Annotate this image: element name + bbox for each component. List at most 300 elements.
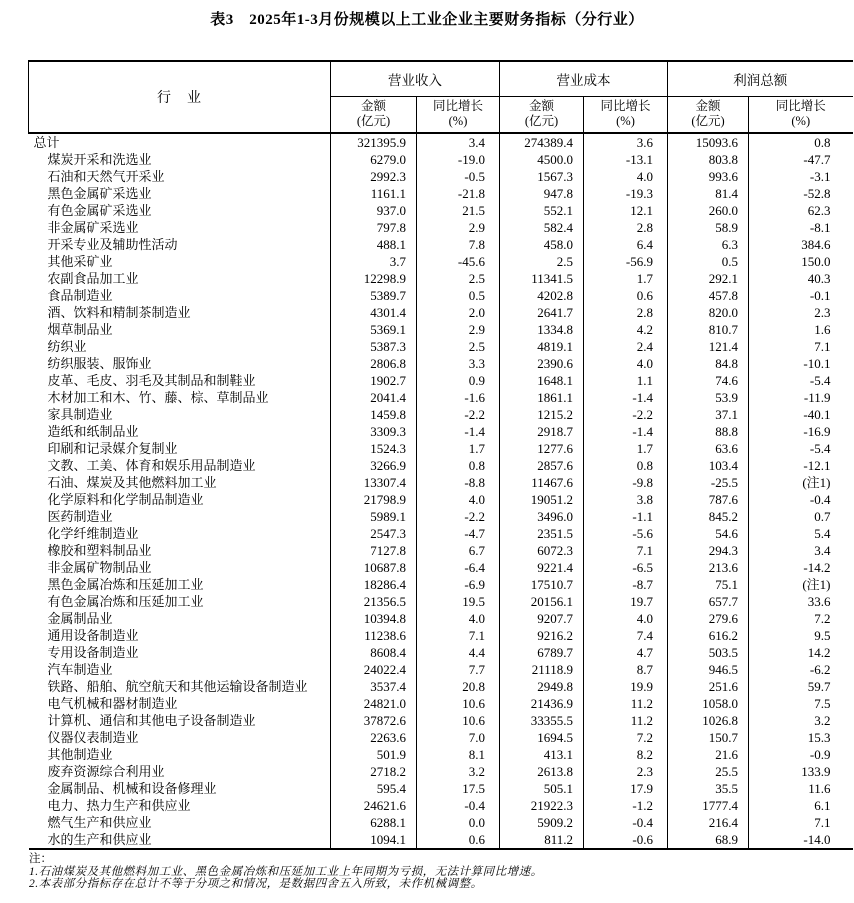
profit-amount-cell: 74.6 bbox=[668, 372, 749, 389]
table-body bbox=[29, 133, 853, 849]
table-row bbox=[29, 508, 853, 525]
industry-name: 黑色金属矿采选业 bbox=[29, 185, 331, 202]
profit-growth-cell: -10.1 bbox=[803, 356, 831, 371]
industry-name: 有色金属冶炼和压延加工业 bbox=[29, 593, 331, 610]
industry-name: 金属制品业 bbox=[29, 610, 331, 627]
note-line-2: 2.本表部分指标存在总计不等于分项之和情况，是数据四舍五入所致，未作机械调整。 bbox=[29, 878, 483, 890]
industry-name: 电力、热力生产和供应业 bbox=[29, 797, 331, 814]
cost-amount-cell: 19051.2 bbox=[500, 491, 584, 508]
revenue-amount-cell: 1094.1 bbox=[331, 831, 417, 849]
profit-growth-cell: 5.4 bbox=[814, 526, 831, 541]
revenue-growth-cell: 2.5 bbox=[417, 338, 500, 355]
cost-growth-cell: -13.1 bbox=[584, 151, 668, 168]
profit-growth-cell: 6.1 bbox=[814, 798, 831, 813]
revenue-amount-cell: 2718.2 bbox=[331, 763, 417, 780]
revenue-amount-cell: 501.9 bbox=[331, 746, 417, 763]
profit-amount-cell: 279.6 bbox=[668, 610, 749, 627]
footnotes bbox=[29, 853, 854, 891]
profit-growth-cell: -0.9 bbox=[809, 747, 831, 762]
revenue-growth-cell: -0.5 bbox=[417, 168, 500, 185]
revenue-growth-cell: 21.5 bbox=[417, 202, 500, 219]
revenue-amount-cell: 6279.0 bbox=[331, 151, 417, 168]
col-group-revenue: 营业收入 bbox=[331, 61, 500, 96]
industry-name: 燃气生产和供应业 bbox=[29, 814, 331, 831]
cost-amount-cell: 413.1 bbox=[500, 746, 584, 763]
profit-amount-cell: 1026.8 bbox=[668, 712, 749, 729]
profit-amount-cell: 1058.0 bbox=[668, 695, 749, 712]
cost-growth-cell: 0.6 bbox=[584, 287, 668, 304]
revenue-amount-cell: 8608.4 bbox=[331, 644, 417, 661]
revenue-growth-cell: -4.7 bbox=[417, 525, 500, 542]
revenue-amount-cell: 1902.7 bbox=[331, 372, 417, 389]
industry-name: 废弃资源综合利用业 bbox=[29, 763, 331, 780]
cost-growth-cell: -5.6 bbox=[584, 525, 668, 542]
industry-name: 烟草制品业 bbox=[29, 321, 331, 338]
profit-amount-cell: 54.6 bbox=[668, 525, 749, 542]
table-row bbox=[29, 406, 853, 423]
cost-amount-cell: 1277.6 bbox=[500, 440, 584, 457]
cost-growth-cell: -1.4 bbox=[584, 389, 668, 406]
profit-growth-cell: -8.1 bbox=[809, 220, 831, 235]
revenue-amount-cell: 10394.8 bbox=[331, 610, 417, 627]
industry-name: 农副食品加工业 bbox=[29, 270, 331, 287]
profit-amount-cell: 993.6 bbox=[668, 168, 749, 185]
profit-amount-cell: 121.4 bbox=[668, 338, 749, 355]
profit-growth-cell: -0.1 bbox=[809, 288, 831, 303]
industry-name: 石油和天然气开采业 bbox=[29, 168, 331, 185]
profit-growth-cell: 7.5 bbox=[814, 696, 831, 711]
revenue-growth-cell: -2.2 bbox=[417, 508, 500, 525]
revenue-growth-cell: 2.5 bbox=[417, 270, 500, 287]
revenue-growth-cell: 4.0 bbox=[417, 491, 500, 508]
profit-amount-cell: 503.5 bbox=[668, 644, 749, 661]
industry-name: 家具制造业 bbox=[29, 406, 331, 423]
cost-amount-cell: 1861.1 bbox=[500, 389, 584, 406]
cost-growth-cell: -1.4 bbox=[584, 423, 668, 440]
cost-amount-cell: 9207.7 bbox=[500, 610, 584, 627]
revenue-growth-cell: 17.5 bbox=[417, 780, 500, 797]
cost-growth-cell: 4.0 bbox=[584, 610, 668, 627]
profit-amount-cell: 68.9 bbox=[668, 831, 749, 849]
profit-amount-cell: -25.5 bbox=[668, 474, 749, 491]
table-row bbox=[29, 253, 853, 270]
col-header-profit-amount bbox=[668, 96, 749, 133]
cost-amount-cell: 552.1 bbox=[500, 202, 584, 219]
cost-amount-cell: 947.8 bbox=[500, 185, 584, 202]
industry-name: 石油、煤炭及其他燃料加工业 bbox=[29, 474, 331, 491]
table-row bbox=[29, 304, 853, 321]
profit-amount-cell: 251.6 bbox=[668, 678, 749, 695]
profit-growth-cell: -52.8 bbox=[803, 186, 831, 201]
revenue-growth-cell: 7.7 bbox=[417, 661, 500, 678]
table-row bbox=[29, 270, 853, 287]
profit-amount-cell: 616.2 bbox=[668, 627, 749, 644]
financial-indicators-table bbox=[28, 60, 853, 850]
revenue-amount-cell: 3266.9 bbox=[331, 457, 417, 474]
revenue-amount-cell: 1459.8 bbox=[331, 406, 417, 423]
profit-amount-cell: 946.5 bbox=[668, 661, 749, 678]
industry-name: 计算机、通信和其他电子设备制造业 bbox=[29, 712, 331, 729]
revenue-amount-cell: 2041.4 bbox=[331, 389, 417, 406]
table-row bbox=[29, 644, 853, 661]
industry-name: 汽车制造业 bbox=[29, 661, 331, 678]
table-row bbox=[29, 287, 853, 304]
notes-label: 注： bbox=[29, 853, 52, 865]
revenue-amount-cell: 11238.6 bbox=[331, 627, 417, 644]
cost-amount-cell: 1215.2 bbox=[500, 406, 584, 423]
cost-amount-cell: 1694.5 bbox=[500, 729, 584, 746]
cost-growth-cell: 11.2 bbox=[584, 695, 668, 712]
cost-growth-cell: 3.6 bbox=[584, 133, 668, 151]
industry-name: 医药制造业 bbox=[29, 508, 331, 525]
profit-amount-cell: 810.7 bbox=[668, 321, 749, 338]
cost-amount-cell: 2918.7 bbox=[500, 423, 584, 440]
cost-growth-cell: 4.0 bbox=[584, 355, 668, 372]
profit-amount-cell: 103.4 bbox=[668, 457, 749, 474]
cost-growth-cell: -1.2 bbox=[584, 797, 668, 814]
profit-amount-cell: 1777.4 bbox=[668, 797, 749, 814]
table-row bbox=[29, 610, 853, 627]
cost-amount-cell: 6072.3 bbox=[500, 542, 584, 559]
industry-name: 金属制品、机械和设备修理业 bbox=[29, 780, 331, 797]
profit-growth-cell: (注1) bbox=[802, 475, 831, 490]
table-row bbox=[29, 797, 853, 814]
cost-amount-cell: 4819.1 bbox=[500, 338, 584, 355]
cost-growth-cell: 1.7 bbox=[584, 440, 668, 457]
revenue-growth-cell: 6.7 bbox=[417, 542, 500, 559]
sub-header-line: (%) bbox=[616, 114, 635, 129]
profit-amount-cell: 292.1 bbox=[668, 270, 749, 287]
table-row bbox=[29, 236, 853, 253]
profit-amount-cell: 25.5 bbox=[668, 763, 749, 780]
industry-name: 非金属矿物制品业 bbox=[29, 559, 331, 576]
table-row bbox=[29, 202, 853, 219]
revenue-growth-cell: -0.4 bbox=[417, 797, 500, 814]
revenue-growth-cell: 7.1 bbox=[417, 627, 500, 644]
revenue-amount-cell: 5387.3 bbox=[331, 338, 417, 355]
profit-amount-cell: 820.0 bbox=[668, 304, 749, 321]
profit-growth-cell: 14.2 bbox=[807, 645, 831, 660]
revenue-growth-cell: 2.9 bbox=[417, 321, 500, 338]
table-row bbox=[29, 627, 853, 644]
cost-growth-cell: -6.5 bbox=[584, 559, 668, 576]
revenue-amount-cell: 4301.4 bbox=[331, 304, 417, 321]
cost-growth-cell: 19.9 bbox=[584, 678, 668, 695]
cost-amount-cell: 458.0 bbox=[500, 236, 584, 253]
profit-growth-cell: -47.7 bbox=[803, 152, 831, 167]
cost-amount-cell: 1334.8 bbox=[500, 321, 584, 338]
table-row bbox=[29, 780, 853, 797]
revenue-growth-cell: 10.6 bbox=[417, 695, 500, 712]
sub-header-line: (%) bbox=[791, 114, 811, 129]
profit-growth-cell: 7.2 bbox=[814, 611, 831, 626]
revenue-amount-cell: 3537.4 bbox=[331, 678, 417, 695]
table-row bbox=[29, 746, 853, 763]
industry-name: 煤炭开采和洗选业 bbox=[29, 151, 331, 168]
profit-amount-cell: 845.2 bbox=[668, 508, 749, 525]
industry-name: 开采专业及辅助性活动 bbox=[29, 236, 331, 253]
revenue-amount-cell: 1524.3 bbox=[331, 440, 417, 457]
industry-name: 有色金属矿采选业 bbox=[29, 202, 331, 219]
revenue-growth-cell: 2.9 bbox=[417, 219, 500, 236]
sub-header-line: 同比增长 bbox=[775, 99, 826, 114]
cost-amount-cell: 21436.9 bbox=[500, 695, 584, 712]
profit-growth-cell: 150.0 bbox=[801, 254, 831, 269]
cost-growth-cell: 19.7 bbox=[584, 593, 668, 610]
cost-growth-cell: 4.7 bbox=[584, 644, 668, 661]
cost-growth-cell: 11.2 bbox=[584, 712, 668, 729]
cost-amount-cell: 1648.1 bbox=[500, 372, 584, 389]
cost-growth-cell: 2.3 bbox=[584, 763, 668, 780]
profit-amount-cell: 260.0 bbox=[668, 202, 749, 219]
sub-header-line: 同比增长 bbox=[600, 99, 651, 114]
profit-growth-cell: 3.2 bbox=[814, 713, 831, 728]
revenue-growth-cell: 7.8 bbox=[417, 236, 500, 253]
cost-growth-cell: -0.4 bbox=[584, 814, 668, 831]
industry-name: 文教、工美、体育和娱乐用品制造业 bbox=[29, 457, 331, 474]
page-title: 表3 2025年1-3月份规模以上工业企业主要财务指标（分行业） bbox=[210, 12, 644, 28]
revenue-growth-cell: -8.8 bbox=[417, 474, 500, 491]
profit-growth-cell: -14.0 bbox=[803, 832, 831, 847]
sub-header-line: (亿元) bbox=[356, 114, 391, 129]
cost-growth-cell: -9.8 bbox=[584, 474, 668, 491]
profit-amount-cell: 294.3 bbox=[668, 542, 749, 559]
revenue-amount-cell: 24821.0 bbox=[331, 695, 417, 712]
profit-amount-cell: 37.1 bbox=[668, 406, 749, 423]
profit-amount-cell: 657.7 bbox=[668, 593, 749, 610]
industry-name: 电气机械和器材制造业 bbox=[29, 695, 331, 712]
profit-amount-cell: 63.6 bbox=[668, 440, 749, 457]
sub-header-line: 金额 bbox=[528, 99, 554, 114]
cost-amount-cell: 2351.5 bbox=[500, 525, 584, 542]
col-header-revenue-growth bbox=[417, 96, 500, 133]
revenue-growth-cell: 3.4 bbox=[417, 133, 500, 151]
profit-growth-cell: -5.4 bbox=[809, 441, 831, 456]
profit-growth-cell: 9.5 bbox=[814, 628, 831, 643]
cost-amount-cell: 11341.5 bbox=[500, 270, 584, 287]
profit-growth-cell: -0.4 bbox=[809, 492, 831, 507]
cost-growth-cell: -56.9 bbox=[584, 253, 668, 270]
revenue-growth-cell: 20.8 bbox=[417, 678, 500, 695]
industry-name: 化学原料和化学制品制造业 bbox=[29, 491, 331, 508]
table-row bbox=[29, 372, 853, 389]
profit-amount-cell: 21.6 bbox=[668, 746, 749, 763]
profit-growth-cell: -3.1 bbox=[809, 169, 831, 184]
table-row bbox=[29, 763, 853, 780]
profit-amount-cell: 35.5 bbox=[668, 780, 749, 797]
cost-growth-cell: 6.4 bbox=[584, 236, 668, 253]
revenue-growth-cell: 0.5 bbox=[417, 287, 500, 304]
revenue-growth-cell: 1.7 bbox=[417, 440, 500, 457]
profit-growth-cell: 7.1 bbox=[814, 339, 831, 354]
table-row bbox=[29, 423, 853, 440]
revenue-amount-cell: 797.8 bbox=[331, 219, 417, 236]
revenue-amount-cell: 10687.8 bbox=[331, 559, 417, 576]
profit-amount-cell: 213.6 bbox=[668, 559, 749, 576]
cost-amount-cell: 33355.5 bbox=[500, 712, 584, 729]
profit-growth-cell: 7.1 bbox=[814, 815, 831, 830]
profit-growth-cell: -6.2 bbox=[809, 662, 831, 677]
revenue-amount-cell: 7127.8 bbox=[331, 542, 417, 559]
cost-amount-cell: 2390.6 bbox=[500, 355, 584, 372]
col-header-cost-growth bbox=[584, 96, 668, 133]
table-row bbox=[29, 712, 853, 729]
industry-name: 专用设备制造业 bbox=[29, 644, 331, 661]
revenue-growth-cell: 3.3 bbox=[417, 355, 500, 372]
industry-name: 总计 bbox=[29, 133, 331, 151]
col-header-industry: 行 业 bbox=[29, 61, 331, 133]
revenue-amount-cell: 2547.3 bbox=[331, 525, 417, 542]
cost-growth-cell: -8.7 bbox=[584, 576, 668, 593]
profit-growth-cell: -5.4 bbox=[809, 373, 831, 388]
cost-amount-cell: 9221.4 bbox=[500, 559, 584, 576]
revenue-amount-cell: 24022.4 bbox=[331, 661, 417, 678]
revenue-amount-cell: 2992.3 bbox=[331, 168, 417, 185]
table-row bbox=[29, 678, 853, 695]
industry-name: 纺织服装、服饰业 bbox=[29, 355, 331, 372]
cost-amount-cell: 2613.8 bbox=[500, 763, 584, 780]
table-row bbox=[29, 542, 853, 559]
table-row bbox=[29, 491, 853, 508]
revenue-amount-cell: 595.4 bbox=[331, 780, 417, 797]
sub-header-line: 同比增长 bbox=[432, 99, 483, 114]
revenue-growth-cell: 0.8 bbox=[417, 457, 500, 474]
table-row bbox=[29, 576, 853, 593]
cost-growth-cell: 7.1 bbox=[584, 542, 668, 559]
table-row bbox=[29, 831, 853, 849]
group-header-row bbox=[29, 61, 853, 96]
note-line-1: 1.石油煤炭及其他燃料加工业、黑色金属冶炼和压延加工业上年同期为亏损，无法计算同比增速。 bbox=[29, 865, 543, 878]
industry-name: 非金属矿采选业 bbox=[29, 219, 331, 236]
industry-name: 仪器仪表制造业 bbox=[29, 729, 331, 746]
cost-amount-cell: 4500.0 bbox=[500, 151, 584, 168]
cost-amount-cell: 2.5 bbox=[500, 253, 584, 270]
cost-amount-cell: 3496.0 bbox=[500, 508, 584, 525]
col-header-revenue-amount bbox=[331, 96, 417, 133]
sub-header-line: (%) bbox=[448, 114, 468, 129]
col-header-profit-growth bbox=[749, 96, 853, 133]
profit-amount-cell: 58.9 bbox=[668, 219, 749, 236]
industry-name: 水的生产和供应业 bbox=[29, 831, 331, 849]
revenue-amount-cell: 12298.9 bbox=[331, 270, 417, 287]
revenue-growth-cell: -1.6 bbox=[417, 389, 500, 406]
industry-name: 其他制造业 bbox=[29, 746, 331, 763]
profit-growth-cell: 2.3 bbox=[814, 305, 831, 320]
profit-growth-cell: -40.1 bbox=[803, 407, 831, 422]
table-row bbox=[29, 814, 853, 831]
table-row bbox=[29, 321, 853, 338]
table-row bbox=[29, 729, 853, 746]
cost-growth-cell: 1.1 bbox=[584, 372, 668, 389]
revenue-growth-cell: -21.8 bbox=[417, 185, 500, 202]
cost-growth-cell: 2.8 bbox=[584, 219, 668, 236]
revenue-growth-cell: 8.1 bbox=[417, 746, 500, 763]
revenue-amount-cell: 37872.6 bbox=[331, 712, 417, 729]
revenue-amount-cell: 5369.1 bbox=[331, 321, 417, 338]
table-row bbox=[29, 440, 853, 457]
cost-amount-cell: 2641.7 bbox=[500, 304, 584, 321]
revenue-growth-cell: 7.0 bbox=[417, 729, 500, 746]
cost-growth-cell: 2.8 bbox=[584, 304, 668, 321]
cost-growth-cell: 2.4 bbox=[584, 338, 668, 355]
revenue-amount-cell: 3309.3 bbox=[331, 423, 417, 440]
table-row bbox=[29, 593, 853, 610]
industry-name: 木材加工和木、竹、藤、棕、草制品业 bbox=[29, 389, 331, 406]
profit-growth-cell: -11.9 bbox=[803, 390, 831, 405]
cost-growth-cell: 8.2 bbox=[584, 746, 668, 763]
sub-header-line: 金额 bbox=[360, 99, 386, 114]
profit-amount-cell: 0.5 bbox=[668, 253, 749, 270]
revenue-amount-cell: 21356.5 bbox=[331, 593, 417, 610]
profit-amount-cell: 84.8 bbox=[668, 355, 749, 372]
table-row bbox=[29, 168, 853, 185]
profit-amount-cell: 457.8 bbox=[668, 287, 749, 304]
revenue-amount-cell: 1161.1 bbox=[331, 185, 417, 202]
profit-growth-cell: 0.8 bbox=[814, 135, 831, 150]
profit-growth-cell: 33.6 bbox=[807, 594, 831, 609]
revenue-amount-cell: 2806.8 bbox=[331, 355, 417, 372]
table-row bbox=[29, 355, 853, 372]
cost-growth-cell: -1.1 bbox=[584, 508, 668, 525]
profit-growth-cell: 11.6 bbox=[808, 781, 831, 796]
cost-amount-cell: 9216.2 bbox=[500, 627, 584, 644]
revenue-growth-cell: 4.4 bbox=[417, 644, 500, 661]
revenue-amount-cell: 18286.4 bbox=[331, 576, 417, 593]
cost-amount-cell: 505.1 bbox=[500, 780, 584, 797]
revenue-growth-cell: -6.4 bbox=[417, 559, 500, 576]
revenue-growth-cell: 2.0 bbox=[417, 304, 500, 321]
revenue-growth-cell: -19.0 bbox=[417, 151, 500, 168]
cost-amount-cell: 274389.4 bbox=[500, 133, 584, 151]
table-row bbox=[29, 185, 853, 202]
cost-amount-cell: 2857.6 bbox=[500, 457, 584, 474]
profit-growth-cell: 40.3 bbox=[807, 271, 831, 286]
industry-name: 印刷和记录媒介复制业 bbox=[29, 440, 331, 457]
profit-growth-cell: -16.9 bbox=[803, 424, 831, 439]
revenue-amount-cell: 5389.7 bbox=[331, 287, 417, 304]
profit-amount-cell: 150.7 bbox=[668, 729, 749, 746]
table-row bbox=[29, 133, 853, 151]
industry-name: 皮革、毛皮、羽毛及其制品和制鞋业 bbox=[29, 372, 331, 389]
industry-name: 食品制造业 bbox=[29, 287, 331, 304]
cost-amount-cell: 17510.7 bbox=[500, 576, 584, 593]
revenue-amount-cell: 21798.9 bbox=[331, 491, 417, 508]
profit-amount-cell: 81.4 bbox=[668, 185, 749, 202]
profit-growth-cell: 133.9 bbox=[801, 764, 831, 779]
cost-growth-cell: 8.7 bbox=[584, 661, 668, 678]
cost-growth-cell: 1.7 bbox=[584, 270, 668, 287]
profit-amount-cell: 88.8 bbox=[668, 423, 749, 440]
revenue-amount-cell: 321395.9 bbox=[331, 133, 417, 151]
cost-amount-cell: 5909.2 bbox=[500, 814, 584, 831]
industry-name: 纺织业 bbox=[29, 338, 331, 355]
industry-name: 化学纤维制造业 bbox=[29, 525, 331, 542]
revenue-growth-cell: 10.6 bbox=[417, 712, 500, 729]
industry-name: 铁路、船舶、航空航天和其他运输设备制造业 bbox=[29, 678, 331, 695]
profit-growth-cell: 0.7 bbox=[814, 509, 831, 524]
cost-amount-cell: 11467.6 bbox=[500, 474, 584, 491]
table-row bbox=[29, 457, 853, 474]
profit-amount-cell: 6.3 bbox=[668, 236, 749, 253]
table-row bbox=[29, 151, 853, 168]
cost-amount-cell: 811.2 bbox=[500, 831, 584, 849]
cost-growth-cell: 7.2 bbox=[584, 729, 668, 746]
cost-amount-cell: 21118.9 bbox=[500, 661, 584, 678]
profit-growth-cell: (注1) bbox=[802, 577, 831, 592]
cost-growth-cell: 12.1 bbox=[584, 202, 668, 219]
revenue-amount-cell: 3.7 bbox=[331, 253, 417, 270]
col-header-cost-amount bbox=[500, 96, 584, 133]
